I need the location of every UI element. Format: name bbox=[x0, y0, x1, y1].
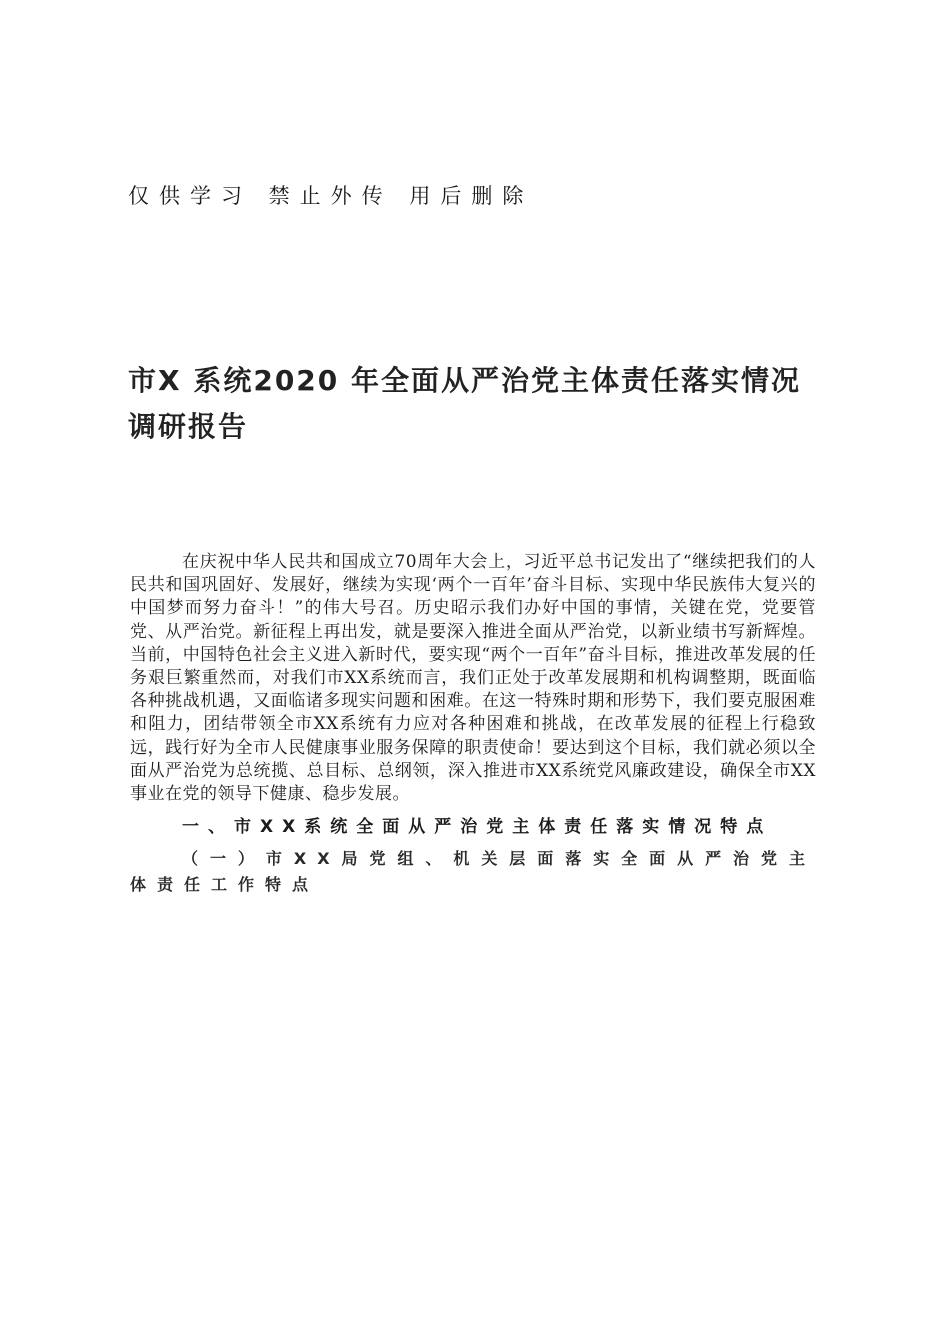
section-heading: 一、市XX系统全面从严治党主体责任落实情况特点 bbox=[182, 817, 773, 838]
body-paragraph: 在庆祝中华人民共和国成立70周年大会上，习近平总书记发出了“继续把我们的人民共和国巩固好、发展好，继续为实现‘两个一百年’奋斗目标、实现中华民族伟大复兴的中国梦而努力奋斗！”的伟大号召。历史昭示我们办好中国的事情，关键在党，党要管党、从严治党。新征程上再出发，就是要深入推进全面从严治党，以新业绩书写新辉煌。当前，中国特色社会主义进入新时代，要实现“两个一百年”奋斗目标，推进改革发展的任务艰巨繁重然而，对我们市XX系统而言，我们正处于改革发展期和机构调整期，既面临各种挑战机遇，又面临诸多现实问题和困难。在这一特殊时期和形势下，我们要克服困难和阻力，团结带领全市XX系统有力应对各种困难和挑战，在改革发展的征程上行稳致远，践行好为全市人民健康事业服务保障的职责使命！要达到这个目标，我们就必须以全面从严治党为总统揽、总目标、总纲领，深入推进市XX系统党风廉政建设，确保全市XX事业在党的领导下健康、稳步发展。 bbox=[130, 552, 816, 805]
confidentiality-notice: 仅供学习 禁止外传 用后删除 bbox=[128, 184, 534, 208]
subsection-heading: （一）市XX局党组、机关层面落实全面从严治党主体责任工作特点 bbox=[130, 849, 816, 895]
document-title: 市X 系统2020 年全面从严治党主体责任落实情况调研报告 bbox=[128, 364, 802, 443]
document-body bbox=[130, 551, 816, 898]
